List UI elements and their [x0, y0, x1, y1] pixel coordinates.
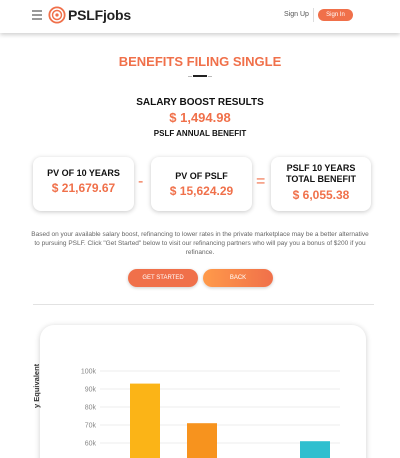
y-tick-label: 100k — [80, 368, 96, 376]
section-divider — [33, 304, 374, 305]
card-label-line2: TOTAL BENEFIT — [285, 174, 356, 184]
refinance-description: Based on your available salary boost, refinancing to lower rates in the private marketplace may be a better alternative to pursuing PSLF. Click "Get Started" below to visit our refinancing partners who will pay you a bonus of $200 if you refinance. — [31, 231, 369, 256]
annual-benefit-label: PSLF ANNUAL BENEFIT — [153, 129, 247, 138]
get-started-button[interactable]: GET STARTED — [128, 269, 198, 287]
sign-up-link[interactable]: Sign Up — [284, 11, 309, 18]
title-underline-left — [188, 76, 192, 77]
salary-boost-label: SALARY BOOST RESULTS — [136, 97, 264, 108]
y-tick-label: 90k — [84, 386, 96, 394]
pv-10-years-card — [33, 157, 134, 211]
card-value: $ 6,055.38 — [292, 188, 350, 202]
card-label-line1: PSLF 10 YEARS — [286, 163, 356, 173]
total-benefit-card — [271, 157, 371, 211]
page-title: BENEFITS FILING SINGLE — [118, 54, 282, 69]
y-tick-label: 70k — [84, 422, 96, 430]
y-tick-label: 80k — [84, 404, 96, 412]
back-button[interactable]: BACK — [203, 269, 273, 287]
chart-bar[interactable] — [130, 384, 160, 458]
card-value: $ 21,679.67 — [51, 181, 116, 195]
card-value: $ 15,624.29 — [169, 184, 234, 198]
title-underline-right — [208, 76, 212, 77]
chart-card — [40, 325, 366, 458]
sign-in-button[interactable]: Sign In — [318, 9, 353, 21]
card-label: PV OF 10 YEARS — [47, 168, 120, 178]
card-label: PV OF PSLF — [175, 171, 228, 181]
brand-logo-text[interactable]: PSLFjobs — [68, 7, 131, 23]
y-axis-label: y Equivalent — [32, 363, 41, 408]
hamburger-menu-icon[interactable] — [32, 10, 42, 20]
header-divider — [313, 8, 314, 22]
minus-operator: - — [138, 173, 144, 190]
equals-operator: = — [256, 173, 266, 190]
chart-bar[interactable] — [187, 423, 217, 458]
pv-pslf-card — [151, 157, 252, 211]
chart-bar[interactable] — [300, 441, 330, 458]
bar-chart — [40, 325, 366, 458]
title-underline — [193, 75, 207, 77]
salary-boost-value: $ 1,494.98 — [169, 110, 231, 125]
y-tick-label: 60k — [84, 440, 96, 448]
top-navbar — [0, 0, 400, 33]
logo-icon — [48, 6, 66, 24]
